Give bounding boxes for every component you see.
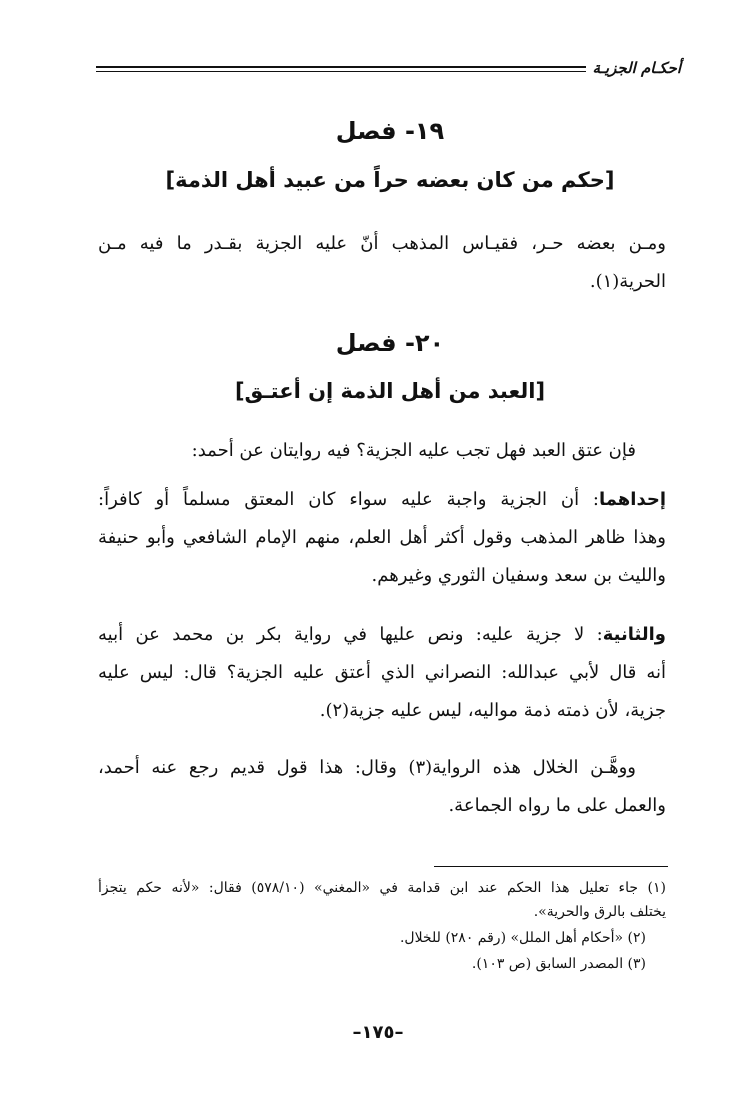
body-line: الحرية(١). <box>589 271 666 292</box>
page-number: –١٧٥– <box>352 1022 404 1043</box>
body-line: وهذا ظاهر المذهب وقول أكثر أهل العلم، منهم الإمام الشافعي وأبو حنيفة <box>98 527 666 548</box>
footnotes <box>98 876 666 976</box>
body-line: أنه قال لأبي عبدالله: النصراني الذي أعتق عليه الجزية؟ قال: ليس عليه <box>98 662 666 683</box>
body-line: والليث بن سعد وسفيان الثوري وغيرهم. <box>371 565 666 586</box>
khallal-note <box>98 749 666 825</box>
body-line: والعمل على ما رواه الجماعة. <box>448 795 666 816</box>
footnote-2: (٢) «أحكام أهل الملل» (رقم ٢٨٠) للخلال. <box>399 930 646 946</box>
running-header <box>96 58 681 80</box>
section-19-body <box>98 225 666 301</box>
section-20-number: ٢٠- فصل <box>335 329 445 357</box>
footnote-1: (١) جاء تعليل هذا الحكم عند ابن قدامة في «المغني» (٥٧٨/١٠) فقال: «لأنه حكم يتجزأ <box>98 880 666 896</box>
footnote-3: (٣) المصدر السابق (ص ١٠٣). <box>471 956 646 972</box>
section-20-title: [العبد من أهل الذمة إن أعتـق] <box>234 379 546 403</box>
body-line: ووهَّـن الخلال هذه الرواية(٣) وقال: هذا قول قديم رجع عنه أحمد، <box>98 757 636 778</box>
header-rule-thin <box>96 71 586 72</box>
footnote-separator <box>434 866 668 867</box>
opinion-two-label: والثانية <box>602 624 666 645</box>
opinion-one-label: إحداهما <box>598 489 666 510</box>
opinion-two <box>98 616 666 730</box>
body-line: ومـن بعضه حـر، فقيـاس المذهب أنّ عليه الجزية بقـدر ما فيه مـن <box>98 233 666 254</box>
intro-line: فإن عتق العبد فهل تجب عليه الجزية؟ فيه روايتان عن أحمد: <box>191 440 636 461</box>
opinion-one <box>98 481 666 595</box>
section-19-title: [حكم من كان بعضه حراً من عبيد أهل الذمة] <box>165 168 615 192</box>
footnote-1-continued: يختلف بالرق والحرية». <box>533 904 666 920</box>
header-rule <box>96 66 586 68</box>
opinion-one-text: : أن الجزية واجبة عليه سواء كان المعتق مسلماً أو كافراً: <box>98 489 599 510</box>
opinion-two-first-line <box>98 616 666 654</box>
opinion-one-first-line <box>98 481 666 519</box>
opinion-two-text: : لا جزية عليه: ونص عليها في رواية بكر بن محمد عن أبيه <box>98 624 603 645</box>
body-line: جزية، لأن ذمته ذمة مواليه، ليس عليه جزية(٢). <box>319 700 666 721</box>
section-20-intro <box>98 432 666 470</box>
running-header-title: أحكـام الجزيـة <box>592 59 681 77</box>
section-19-number: ١٩- فصل <box>335 117 445 145</box>
